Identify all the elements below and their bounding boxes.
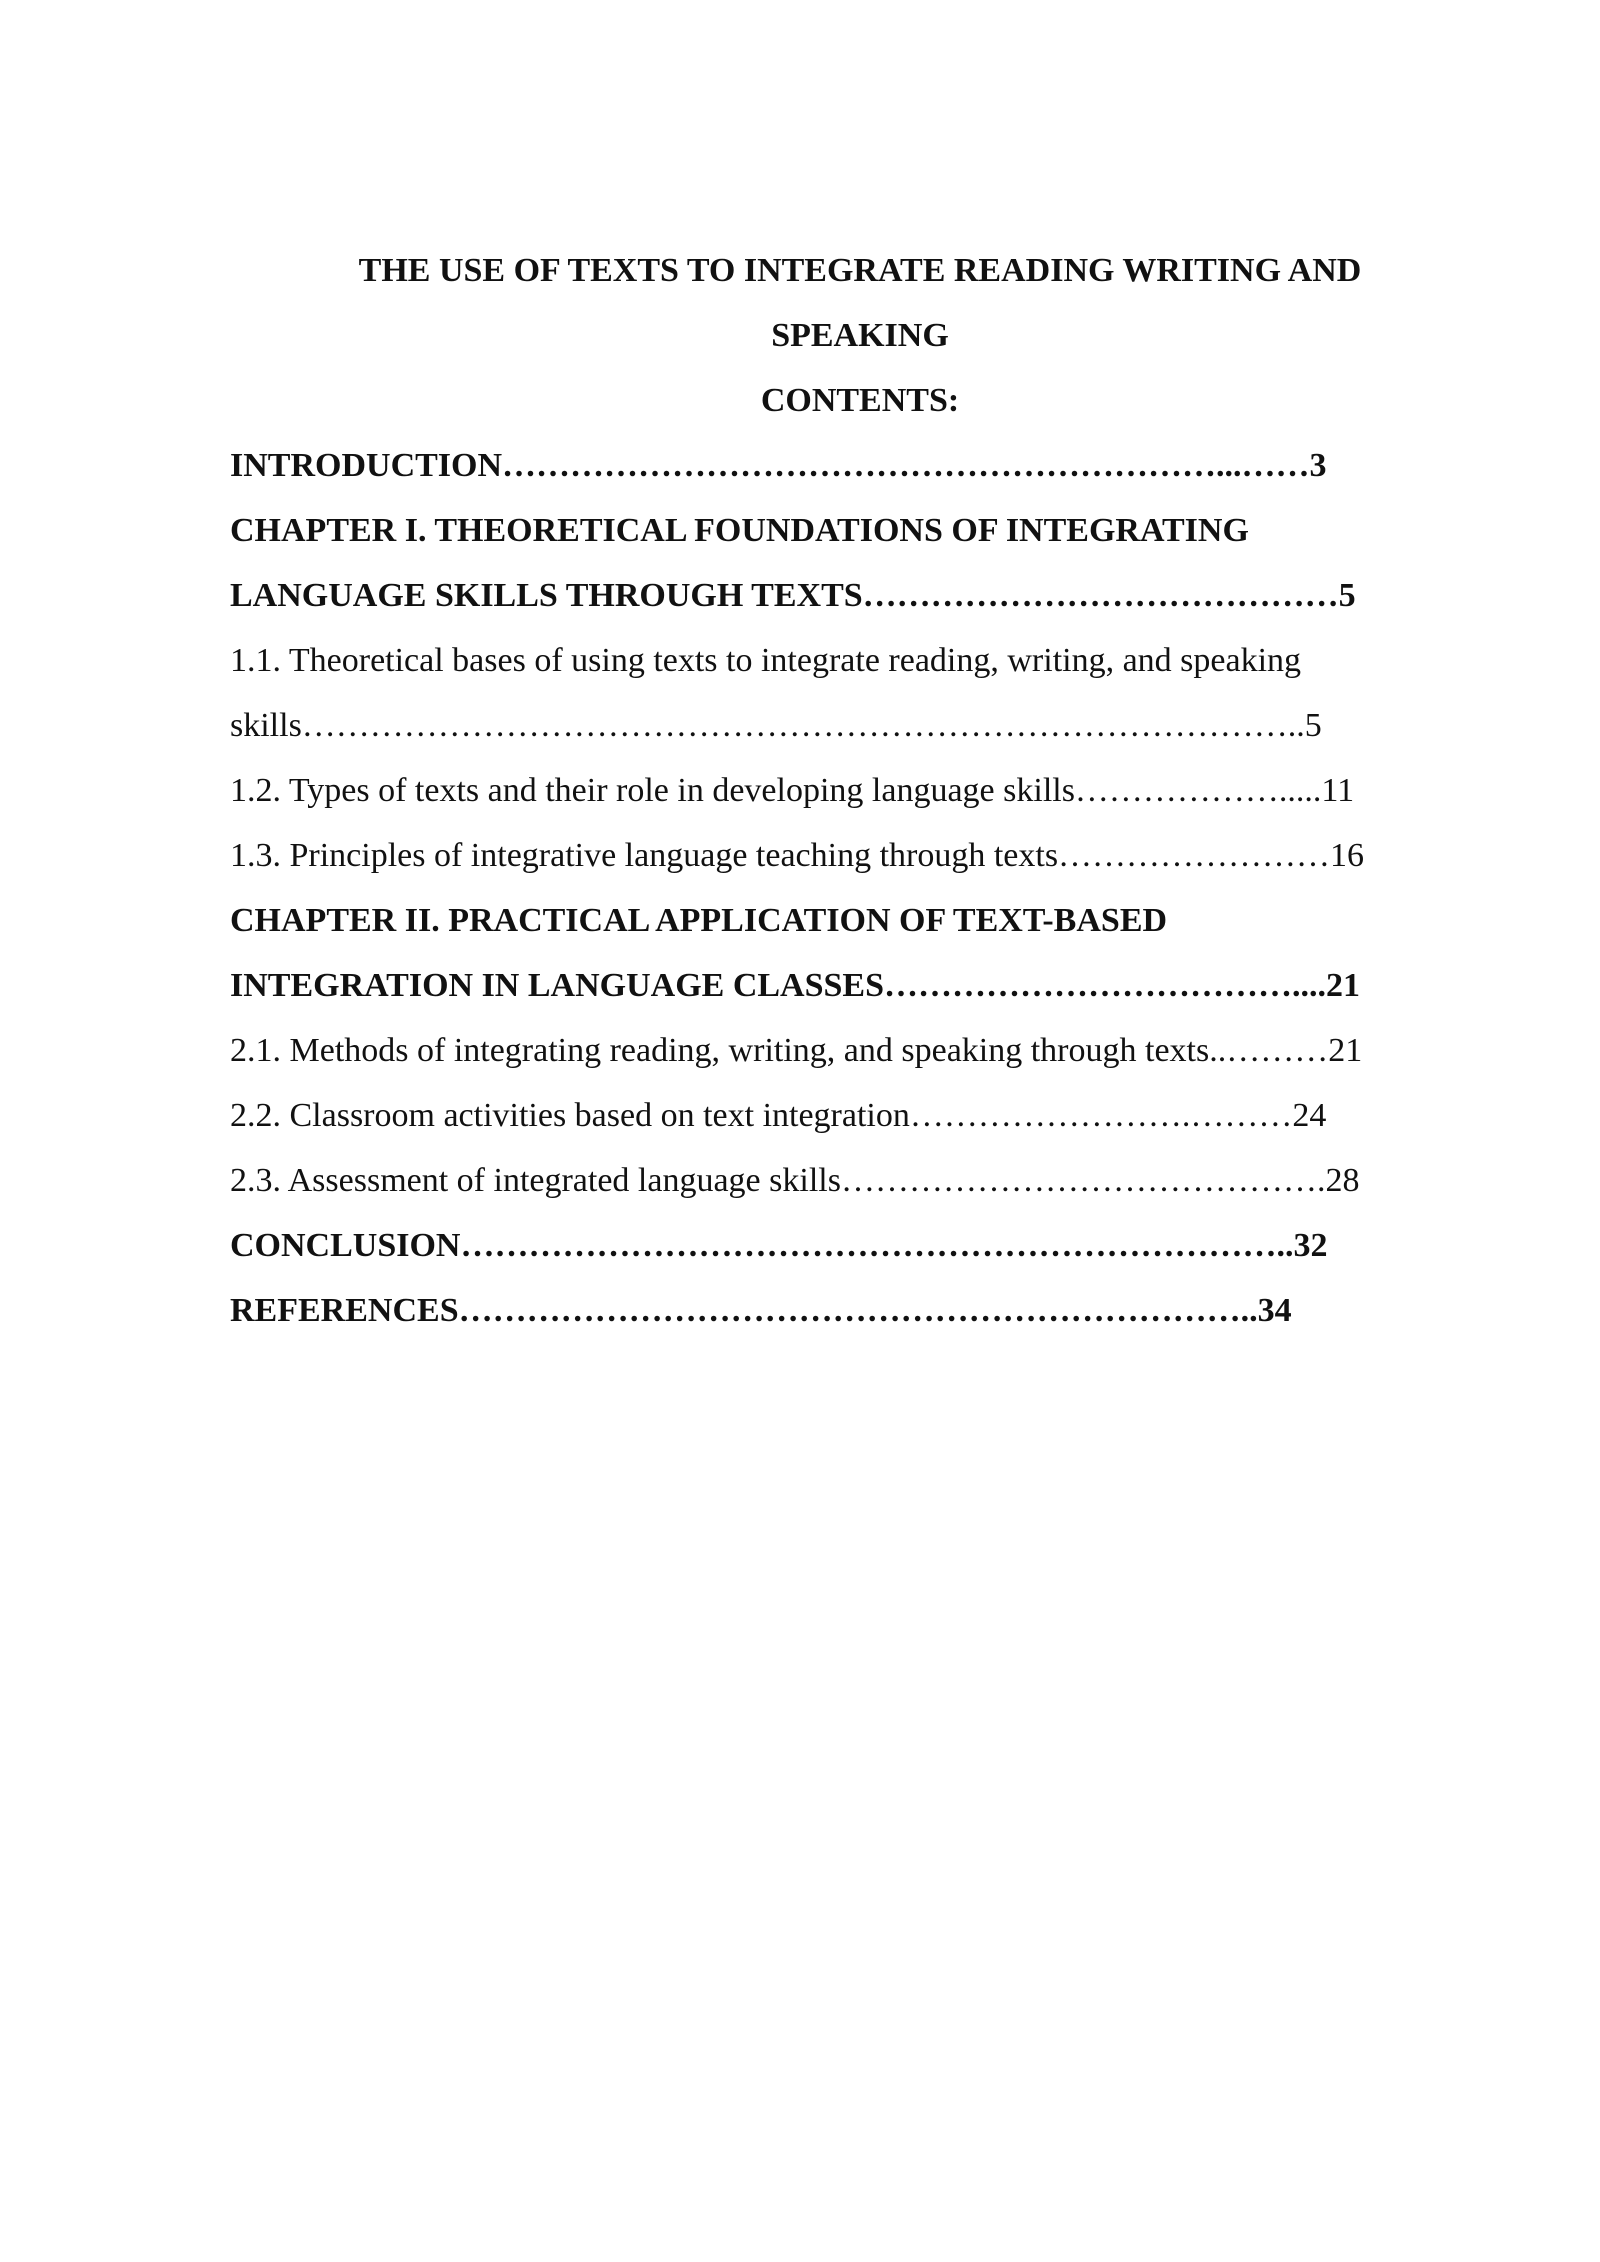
toc-entry: REFERENCES……………………………………………………………..34 bbox=[230, 1292, 1292, 1329]
title-line-1: THE USE OF TEXTS TO INTEGRATE READING WRITING AND bbox=[358, 252, 1362, 289]
toc-entry: skills……………………………………………………………………………..5 bbox=[230, 707, 1322, 744]
document-title bbox=[230, 238, 1490, 433]
contents-heading: CONTENTS: bbox=[760, 382, 960, 419]
toc-entry: INTRODUCTION………………………………………………………...……3 bbox=[230, 447, 1327, 484]
toc-entry: CHAPTER II. PRACTICAL APPLICATION OF TEXT-BASED bbox=[230, 902, 1168, 939]
toc-entry: CHAPTER I. THEORETICAL FOUNDATIONS OF INTEGRATING bbox=[230, 512, 1249, 549]
toc-entry: 1.3. Principles of integrative language teaching through texts……………………16 bbox=[230, 837, 1365, 874]
toc-entry: 2.3. Assessment of integrated language skills…………………………………….28 bbox=[230, 1162, 1360, 1199]
toc-entry: 2.2. Classroom activities based on text integration…………………….………24 bbox=[230, 1097, 1327, 1134]
toc-entry: CONCLUSION………………………………………………………………..32 bbox=[230, 1227, 1328, 1264]
toc-entry: 2.1. Methods of integrating reading, writing, and speaking through texts..………21 bbox=[230, 1032, 1363, 1069]
title-line-2: SPEAKING bbox=[771, 317, 949, 354]
toc-entry: 1.1. Theoretical bases of using texts to integrate reading, writing, and speaking bbox=[230, 642, 1302, 679]
toc-entry: INTEGRATION IN LANGUAGE CLASSES………………………………....21 bbox=[230, 967, 1361, 1004]
table-of-contents bbox=[230, 433, 1490, 1343]
toc-entry: LANGUAGE SKILLS THROUGH TEXTS……………………………………5 bbox=[230, 577, 1356, 614]
toc-entry: 1.2. Types of texts and their role in developing language skills……………….....11 bbox=[230, 772, 1355, 809]
